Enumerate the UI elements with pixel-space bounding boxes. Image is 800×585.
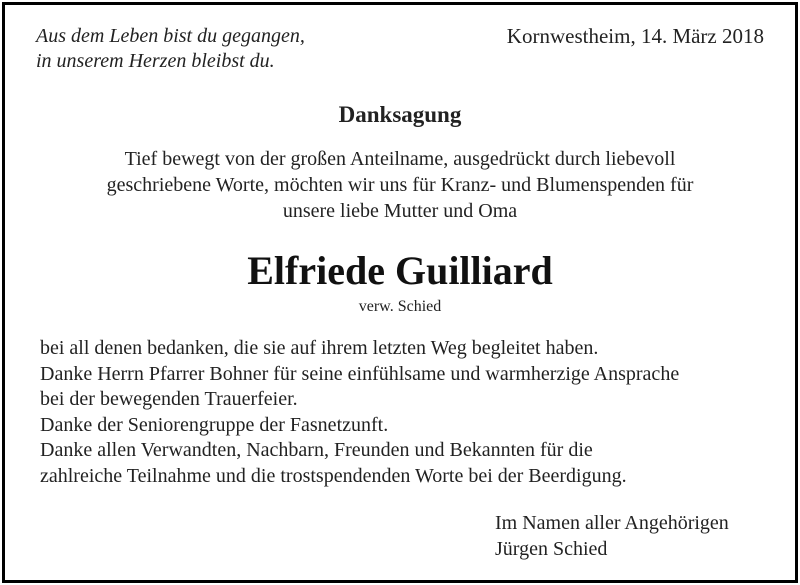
signature-name: Jürgen Schied — [495, 538, 608, 560]
thanks-line: Danke allen Verwandten, Nachbarn, Freunden und Bekannten für die — [40, 439, 593, 461]
thanks-line: bei der bewegenden Trauerfeier. — [40, 388, 298, 410]
intro-line: geschriebene Worte, möchten wir uns für Kranz- und Blumenspenden für — [106, 174, 694, 196]
deceased-name: Elfriede Guilliard — [247, 248, 553, 293]
thanks-line: zahlreiche Teilnahme und die trostspendenden Worte bei der Beerdigung. — [40, 464, 627, 487]
motto-line: Aus dem Leben bist du gegangen, — [36, 25, 305, 47]
notice-heading: Danksagung — [338, 102, 462, 127]
thanks-line: Danke der Seniorengruppe der Fasnetzunft. — [40, 413, 389, 436]
thanks-line: Danke Herrn Pfarrer Bohner für seine einfühlsame und warmherzige Ansprache — [40, 362, 680, 385]
deceased-note: verw. Schied — [358, 298, 442, 315]
intro-paragraph — [0, 146, 800, 224]
motto-line: in unserem Herzen bleibst du. — [36, 50, 275, 72]
intro-line: Tief bewegt von der großen Anteilname, ausgedrückt durch liebevoll — [124, 148, 676, 170]
signature-line: Im Namen aller Angehörigen — [495, 512, 729, 534]
place-date: Kornwestheim, 14. März 2018 — [506, 24, 764, 48]
thanks-line: bei all denen bedanken, die sie auf ihrem letzten Weg begleitet haben. — [40, 337, 599, 359]
signature-block — [495, 510, 729, 562]
motto-verse — [36, 24, 305, 74]
intro-line: unsere liebe Mutter und Oma — [282, 200, 518, 222]
thanks-paragraph — [40, 336, 679, 489]
